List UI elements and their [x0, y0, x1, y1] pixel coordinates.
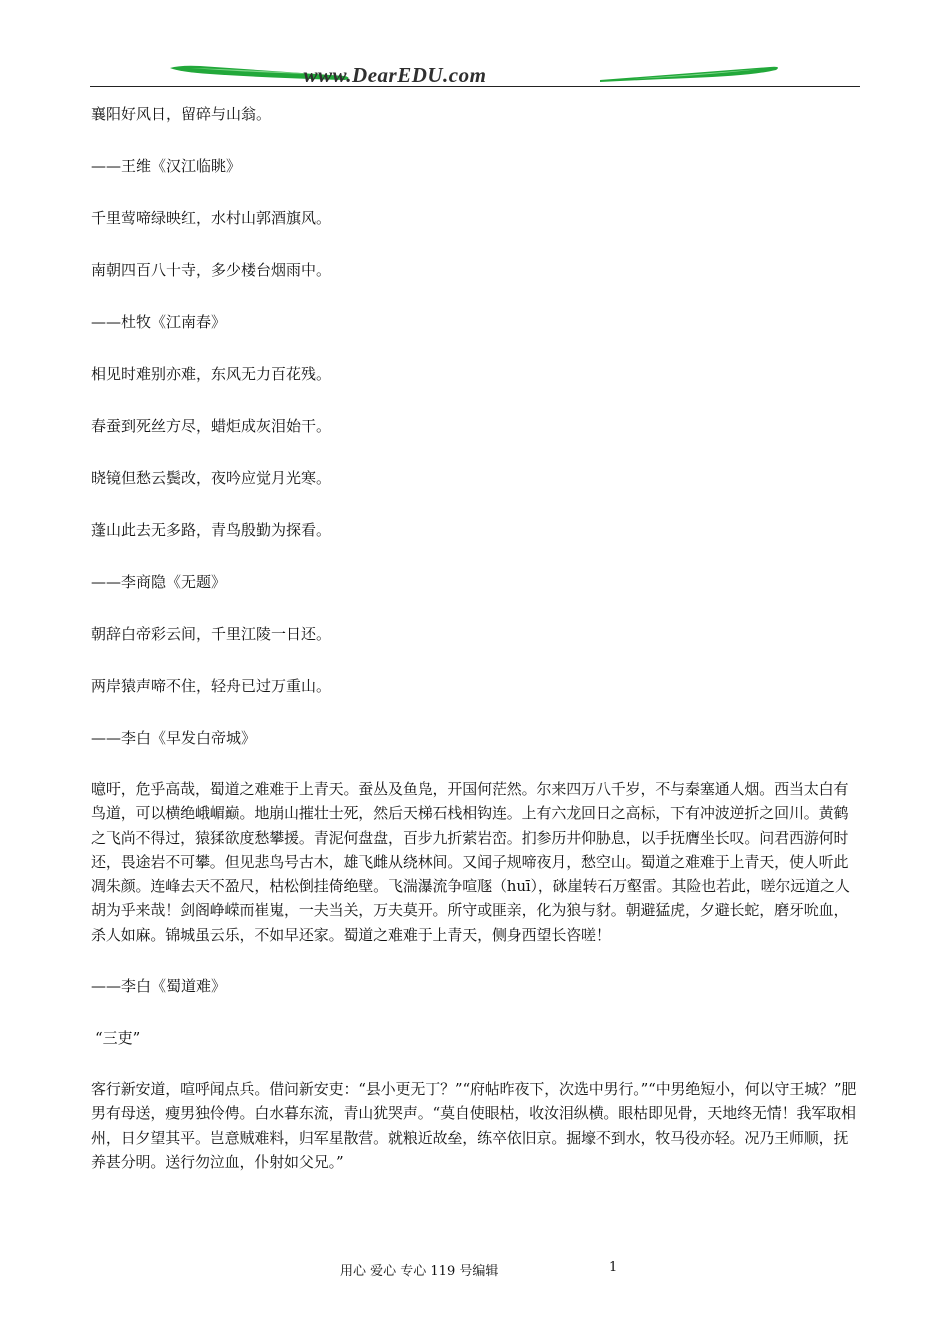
poem-attribution: ——李白《早发白帝城》	[91, 729, 257, 747]
logo-text[interactable]: www.DearEDU.com	[303, 63, 487, 87]
shudao-text: 噫吁，危乎高哉，蜀道之难难于上青天。蚕丛及鱼凫，开国何茫然。尔来四万八千岁，不与秦塞通人烟。西当太白有鸟道，可以横绝峨嵋巅。地崩山摧壮士死，然后天梯石栈相钩连。上有六龙回日之高标，下有冲波逆折之回川。黄鹤之飞尚不得过，猿猱欲度愁攀援。青泥何盘盘，百步九折萦岩峦。扪参历井仰胁息，以手抚膺坐长叹。问君西游何时还，畏途岩不可攀。但见悲鸟号古木，雄飞雌从绕林间。又闻子规啼夜月，愁空山。蜀道之难难于上青天，使人听此凋朱颜。连峰去天不盈尺，枯松倒挂倚绝壁。飞湍瀑流争喧豗（huī），砯崖转石万壑雷。其险也若此，嗟尔远道之人胡为乎来哉！剑阁峥嵘而崔嵬，一夫当关，万夫莫开。所守或匪亲，化为狼与豺。朝避猛虎，夕避长蛇，磨牙吮血，杀人如麻。锦城虽云乐，不如早还家。蜀道之难难于上青天，侧身西望长咨嗟！	[91, 780, 850, 944]
poem-attribution: ——王维《汉江临眺》	[91, 157, 242, 175]
poem-line: 南朝四百八十寺，多少楼台烟雨中。	[91, 261, 332, 279]
poem-line: 相见时难别亦难，东风无力百花残。	[91, 365, 332, 383]
shudao-attribution: ——李白《蜀道难》	[91, 977, 227, 996]
poem-attribution: ——杜牧《江南春》	[91, 313, 227, 331]
poem-line: 春蚕到死丝方尽，蜡炬成灰泪始干。	[91, 417, 332, 435]
poem-line: 晓镜但愁云鬓改，夜吟应觉月光寒。	[91, 469, 332, 487]
poem-line: 千里莺啼绿映红，水村山郭酒旗风。	[91, 209, 332, 227]
page-header	[90, 60, 860, 90]
poem-line: 襄阳好风日，留碎与山翁。	[91, 105, 272, 123]
poem-line: 朝辞白帝彩云间，千里江陵一日还。	[91, 625, 332, 643]
page-number: 1	[609, 1260, 618, 1275]
right-swoosh-icon	[600, 67, 778, 82]
sanli-text: 客行新安道，喧呼闻点兵。借问新安吏：“县小更无丁？”“府帖昨夜下，次选中男行。”“中男绝短小，何以守王城？”肥男有母送，瘦男独伶俜。白水暮东流，青山犹哭声。“莫自使眼枯，收汝泪纵横。眼枯即见骨，天地终无情！我军取相州，日夕望其平。岂意贼难料，归军星散营。就粮近故垒，练卒依旧京。掘壕不到水，牧马役亦轻。况乃王师顺，抚养甚分明。送行勿泣血，仆射如父兄。”	[91, 1080, 857, 1171]
document-content	[91, 101, 859, 1174]
footer-editor-note: 用心 爱心 专心 119 号编辑	[340, 1264, 499, 1279]
poem-line: 两岸猿声啼不住，轻舟已过万重山。	[91, 677, 332, 695]
poem-attribution: ——李商隐《无题》	[91, 573, 227, 591]
poem-line: 蓬山此去无多路，青鸟殷勤为探看。	[91, 521, 332, 539]
page-footer	[0, 1260, 950, 1280]
sanli-title: “三吏”	[95, 1029, 141, 1048]
